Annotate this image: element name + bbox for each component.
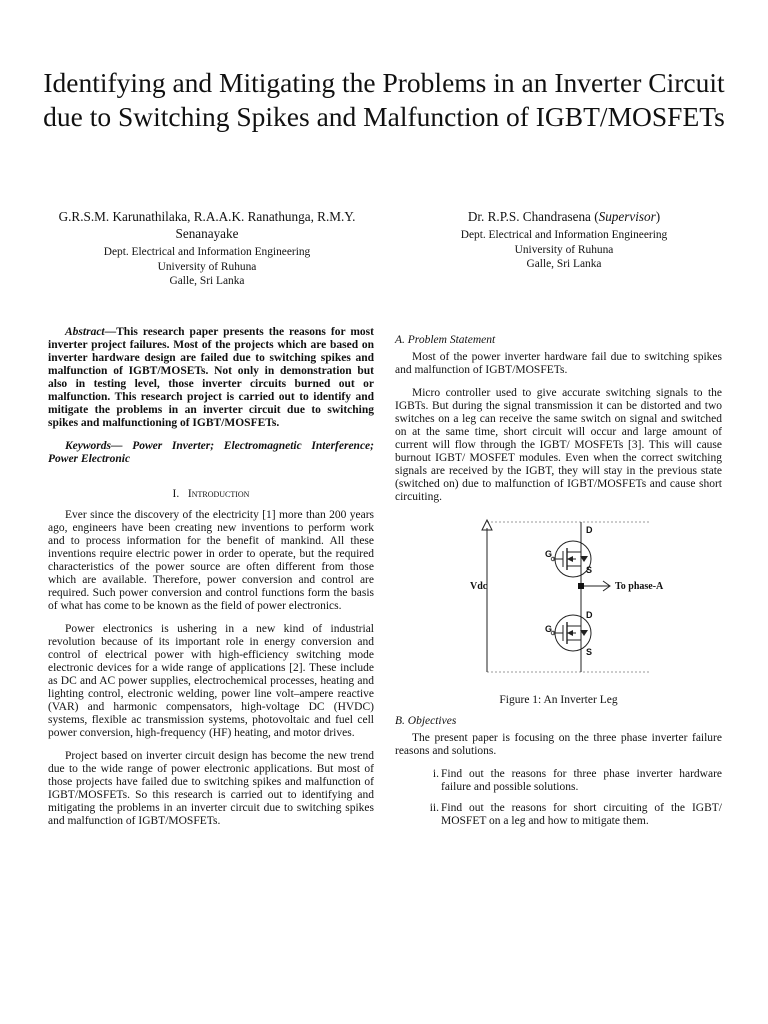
supervisor-location: Galle, Sri Lanka bbox=[526, 258, 602, 270]
intro-paragraph-3: Project based on inverter circuit design has become the new trend due to the wide range of power electronic applications. But most of those projects have failed due to switching spikes and malfunction of IGBT/MOSFETs. So this research is carried out to identifying and mitigating the problems in an inverter circuit due to switching spikes and malfunction of IGBT/MOSFETs. bbox=[48, 750, 374, 827]
source-label-lower: S bbox=[586, 647, 593, 657]
gate-label-upper: G bbox=[545, 549, 553, 559]
section-heading-introduction: I. Introduction bbox=[172, 488, 250, 500]
right-column bbox=[395, 334, 722, 836]
inverter-leg-diagram bbox=[395, 514, 722, 684]
list-item: ii. Find out the reasons for short circuiting of the IGBT/ MOSFET on a leg and how to mitigate them. bbox=[429, 802, 722, 827]
vdc-label: Vdc bbox=[470, 581, 488, 592]
keywords: Keywords— Power Inverter; Electromagnetic Interference; Power Electronic bbox=[48, 440, 374, 465]
problem-paragraph-1: Most of the power inverter hardware fail due to switching spikes and malfunction of IGBT/MOSFETs. bbox=[395, 351, 722, 376]
supervisor-dept: Dept. Electrical and Information Engineering bbox=[460, 229, 668, 241]
author-location: Galle, Sri Lanka bbox=[169, 275, 245, 287]
problem-statement-heading: A. Problem Statement bbox=[395, 334, 496, 346]
author-dept: Dept. Electrical and Information Engineering bbox=[103, 246, 311, 258]
supervisor-university: University of Ruhuna bbox=[514, 243, 614, 256]
author-names: G.R.S.M. Karunathilaka, R.A.A.K. Ranathunga, R.M.Y. Senanayake bbox=[58, 209, 356, 241]
drain-label-upper: D bbox=[586, 525, 593, 535]
list-item: i. Find out the reasons for three phase inverter hardware failure and possible solutions. bbox=[432, 768, 722, 793]
left-column bbox=[48, 326, 374, 838]
source-label-upper: S bbox=[586, 565, 593, 575]
intro-paragraph-1: Ever since the discovery of the electricity [1] more than 200 years ago, engineers have been creating new inventions to perform work and to process information for the benefit of mankind. All these inventions require electric power in order to operate, but the required characteristics of the power source are often different from those which are available. Therefore, power conversion and control are required. Such power conversion and control functions form the basis of what has come to be known as the field of power electronics. bbox=[48, 509, 374, 612]
gate-label-lower: G bbox=[545, 624, 553, 634]
objectives-heading: B. Objectives bbox=[395, 715, 457, 727]
phase-a-label: To phase-A bbox=[615, 581, 664, 592]
inverter-leg-figure bbox=[395, 514, 722, 684]
problem-paragraph-2: Micro controller used to give accurate switching signals to the IGBTs. But during the signal transmission it can be distorted and two switches on a leg can receive the same switch on signal and switched on at the same time, short circuit will occur and large amount of current will flow through the IGBT/ MOSFETs [3]. This will cause burnout IGBT/ MOSFET modules. Even when the correct switching signals are received by the IGBT, they will stay in the previous state (switched on) due to malfunction of IGBT/MOSFETs and cause short circuiting. bbox=[395, 387, 722, 503]
abstract: Abstract—This research paper presents the reasons for most inverter project failures. Most of the projects which are based on inverter hardware design are failed due to switching spikes and malfunction of IGBT/MOSETs. Not only in demonstration but also in testing level, those inverter circuits burned out or malfunction. This research project is carried out to identify and mitigate the problems in an inverter circuit due to switching spikes and malfunctioning of IGBT/MOSFETs. bbox=[48, 326, 374, 429]
drain-label-lower: D bbox=[586, 610, 593, 620]
intro-paragraph-2: Power electronics is ushering in a new kind of industrial revolution because of its important role in energy conversion and control of electrical power with high-efficiency switching mode electronic devices for a wide range of applications [2]. These include as DC and AC power supplies, electrochemical processes, heating and lighting control, electronic welding, power line volt–ampere reactive (VAR) and harmonic compensators, high-voltage DC (HVDC) systems, flexible ac transmission systems, photovoltaic and fuel cell power conversion, high-frequency (HF) heating, and motor drives. bbox=[48, 623, 374, 739]
figure-caption: Figure 1: An Inverter Leg bbox=[499, 694, 618, 706]
paper-title: Identifying and Mitigating the Problems in an Inverter Circuit due to Switching Spikes and Malfunction of IGBT/MOSFETs bbox=[43, 67, 725, 132]
objectives-intro: The present paper is focusing on the three phase inverter failure reasons and solutions. bbox=[395, 732, 722, 757]
author-university: University of Ruhuna bbox=[157, 260, 257, 273]
authors-left bbox=[48, 208, 366, 289]
supervisor-name: Dr. R.P.S. Chandrasena (Supervisor) bbox=[467, 209, 661, 224]
objectives-list bbox=[395, 768, 722, 828]
authors-right bbox=[394, 208, 734, 272]
